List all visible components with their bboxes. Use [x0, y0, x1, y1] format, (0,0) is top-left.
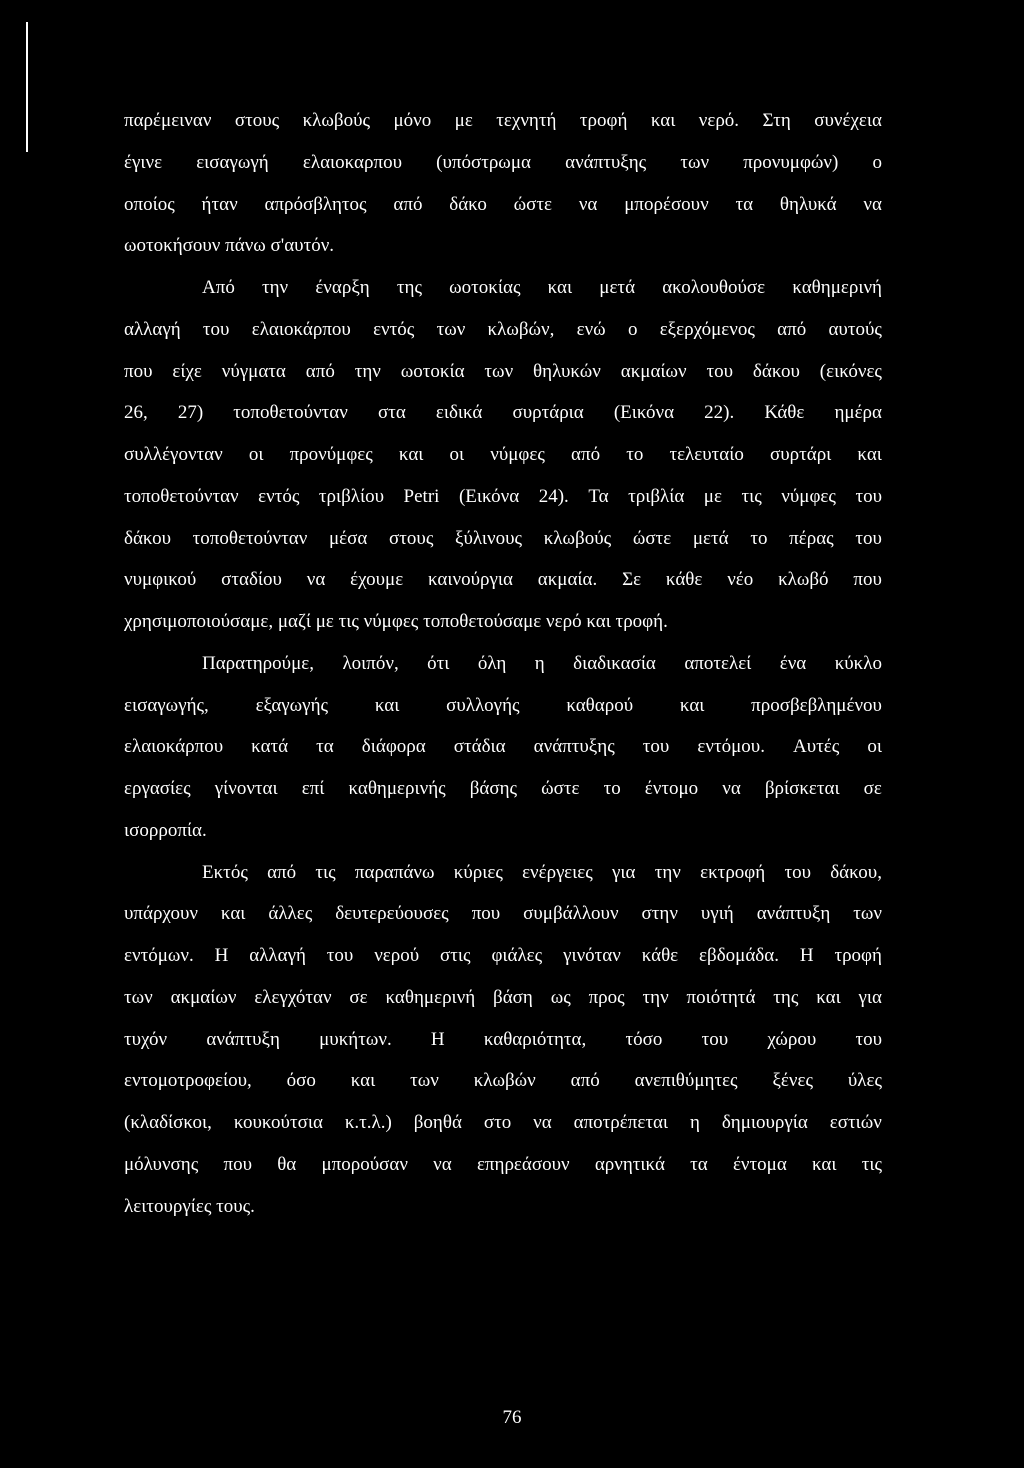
margin-rule: [26, 22, 28, 152]
text-line: που είχε νύγματα από την ωοτοκία των θηλυκών ακμαίων του δάκου (εικόνες: [124, 360, 882, 382]
text-line: Εκτός από τις παραπάνω κύριες ενέργειες για την εκτροφή του δάκου,: [202, 861, 882, 883]
text-line: των ακμαίων ελεγχόταν σε καθημερινή βάση ως προς την ποιότητά της και για: [124, 986, 882, 1008]
text-line: εισαγωγής, εξαγωγής και συλλογής καθαρού και προσβεβλημένου: [124, 694, 882, 716]
text-line: ελαιοκάρπου κατά τα διάφορα στάδια ανάπτυξης του εντόμου. Αυτές οι: [124, 736, 882, 758]
text-line: μόλυνσης που θα μπορούσαν να επηρεάσουν αρνητικά τα έντομα και τις: [124, 1153, 882, 1175]
text-line: Από την έναρξη της ωοτοκίας και μετά ακολουθούσε καθημερινή: [202, 277, 882, 298]
text-line: δάκου τοποθετούνταν μέσα στους ξύλινους κλωβούς ώστε μετά το πέρας του: [124, 527, 882, 549]
text-line: τοποθετούνταν εντός τριβλίου Petri (Εικόνα 24). Τα τριβλία με τις νύμφες του: [124, 485, 882, 507]
text-line: Παρατηρούμε, λοιπόν, ότι όλη η διαδικασία αποτελεί ένα κύκλο: [202, 652, 882, 674]
text-line: εντομοτροφείου, όσο και των κλωβών από ανεπιθύμητες ξένες ύλες: [124, 1070, 882, 1092]
page-number: 76: [502, 1407, 522, 1428]
text-line: νυμφικού σταδίου να έχουμε καινούργια ακμαία. Σε κάθε νέο κλωβό που: [124, 569, 882, 591]
text-line: υπάρχουν και άλλες δευτερεύουσες που συμβάλλουν στην υγιή ανάπτυξη των: [124, 903, 882, 925]
text-line: έγινε εισαγωγή ελαιοκαρπου (υπόστρωμα ανάπτυξης των προνυμφών) ο: [124, 151, 882, 173]
text-line: εντόμων. Η αλλαγή του νερού στις φιάλες γινόταν κάθε εβδομάδα. Η τροφή: [124, 945, 882, 966]
text-line: λειτουργίες τους.: [124, 1195, 255, 1217]
text-line: 26, 27) τοποθετούνταν στα ειδικά συρτάρια (Εικόνα 22). Κάθε ημέρα: [124, 402, 882, 424]
text-line: συλλέγονταν οι προνύμφες και οι νύμφες από το τελευταίο συρτάρι και: [124, 444, 882, 465]
text-line: ισορροπία.: [124, 819, 207, 841]
text-line: χρησιμοποιούσαμε, μαζί με τις νύμφες τοποθετούσαμε νερό και τροφή.: [124, 611, 668, 632]
text-line: ωοτοκήσουν πάνω σ'αυτόν.: [124, 235, 335, 257]
text-line: παρέμειναν στους κλωβούς μόνο με τεχνητή τροφή και νερό. Στη συνέχεια: [124, 110, 882, 131]
text-line: αλλαγή του ελαιοκάρπου εντός των κλωβών, ενώ ο εξερχόμενος από αυτούς: [124, 318, 882, 340]
text-line: εργασίες γίνονται επί καθημερινής βάσης ώστε το έντομο να βρίσκεται σε: [124, 778, 882, 799]
text-line: οποίος ήταν απρόσβλητος από δάκο ώστε να μπορέσουν τα θηλυκά να: [124, 193, 882, 215]
body-text: [124, 100, 882, 1227]
text-line: (κλαδίσκοι, κουκούτσια κ.τ.λ.) βοηθά στο να αποτρέπεται η δημιουργία εστιών: [124, 1112, 882, 1133]
text-line: τυχόν ανάπτυξη μυκήτων. Η καθαριότητα, τόσο του χώρου του: [124, 1028, 882, 1050]
